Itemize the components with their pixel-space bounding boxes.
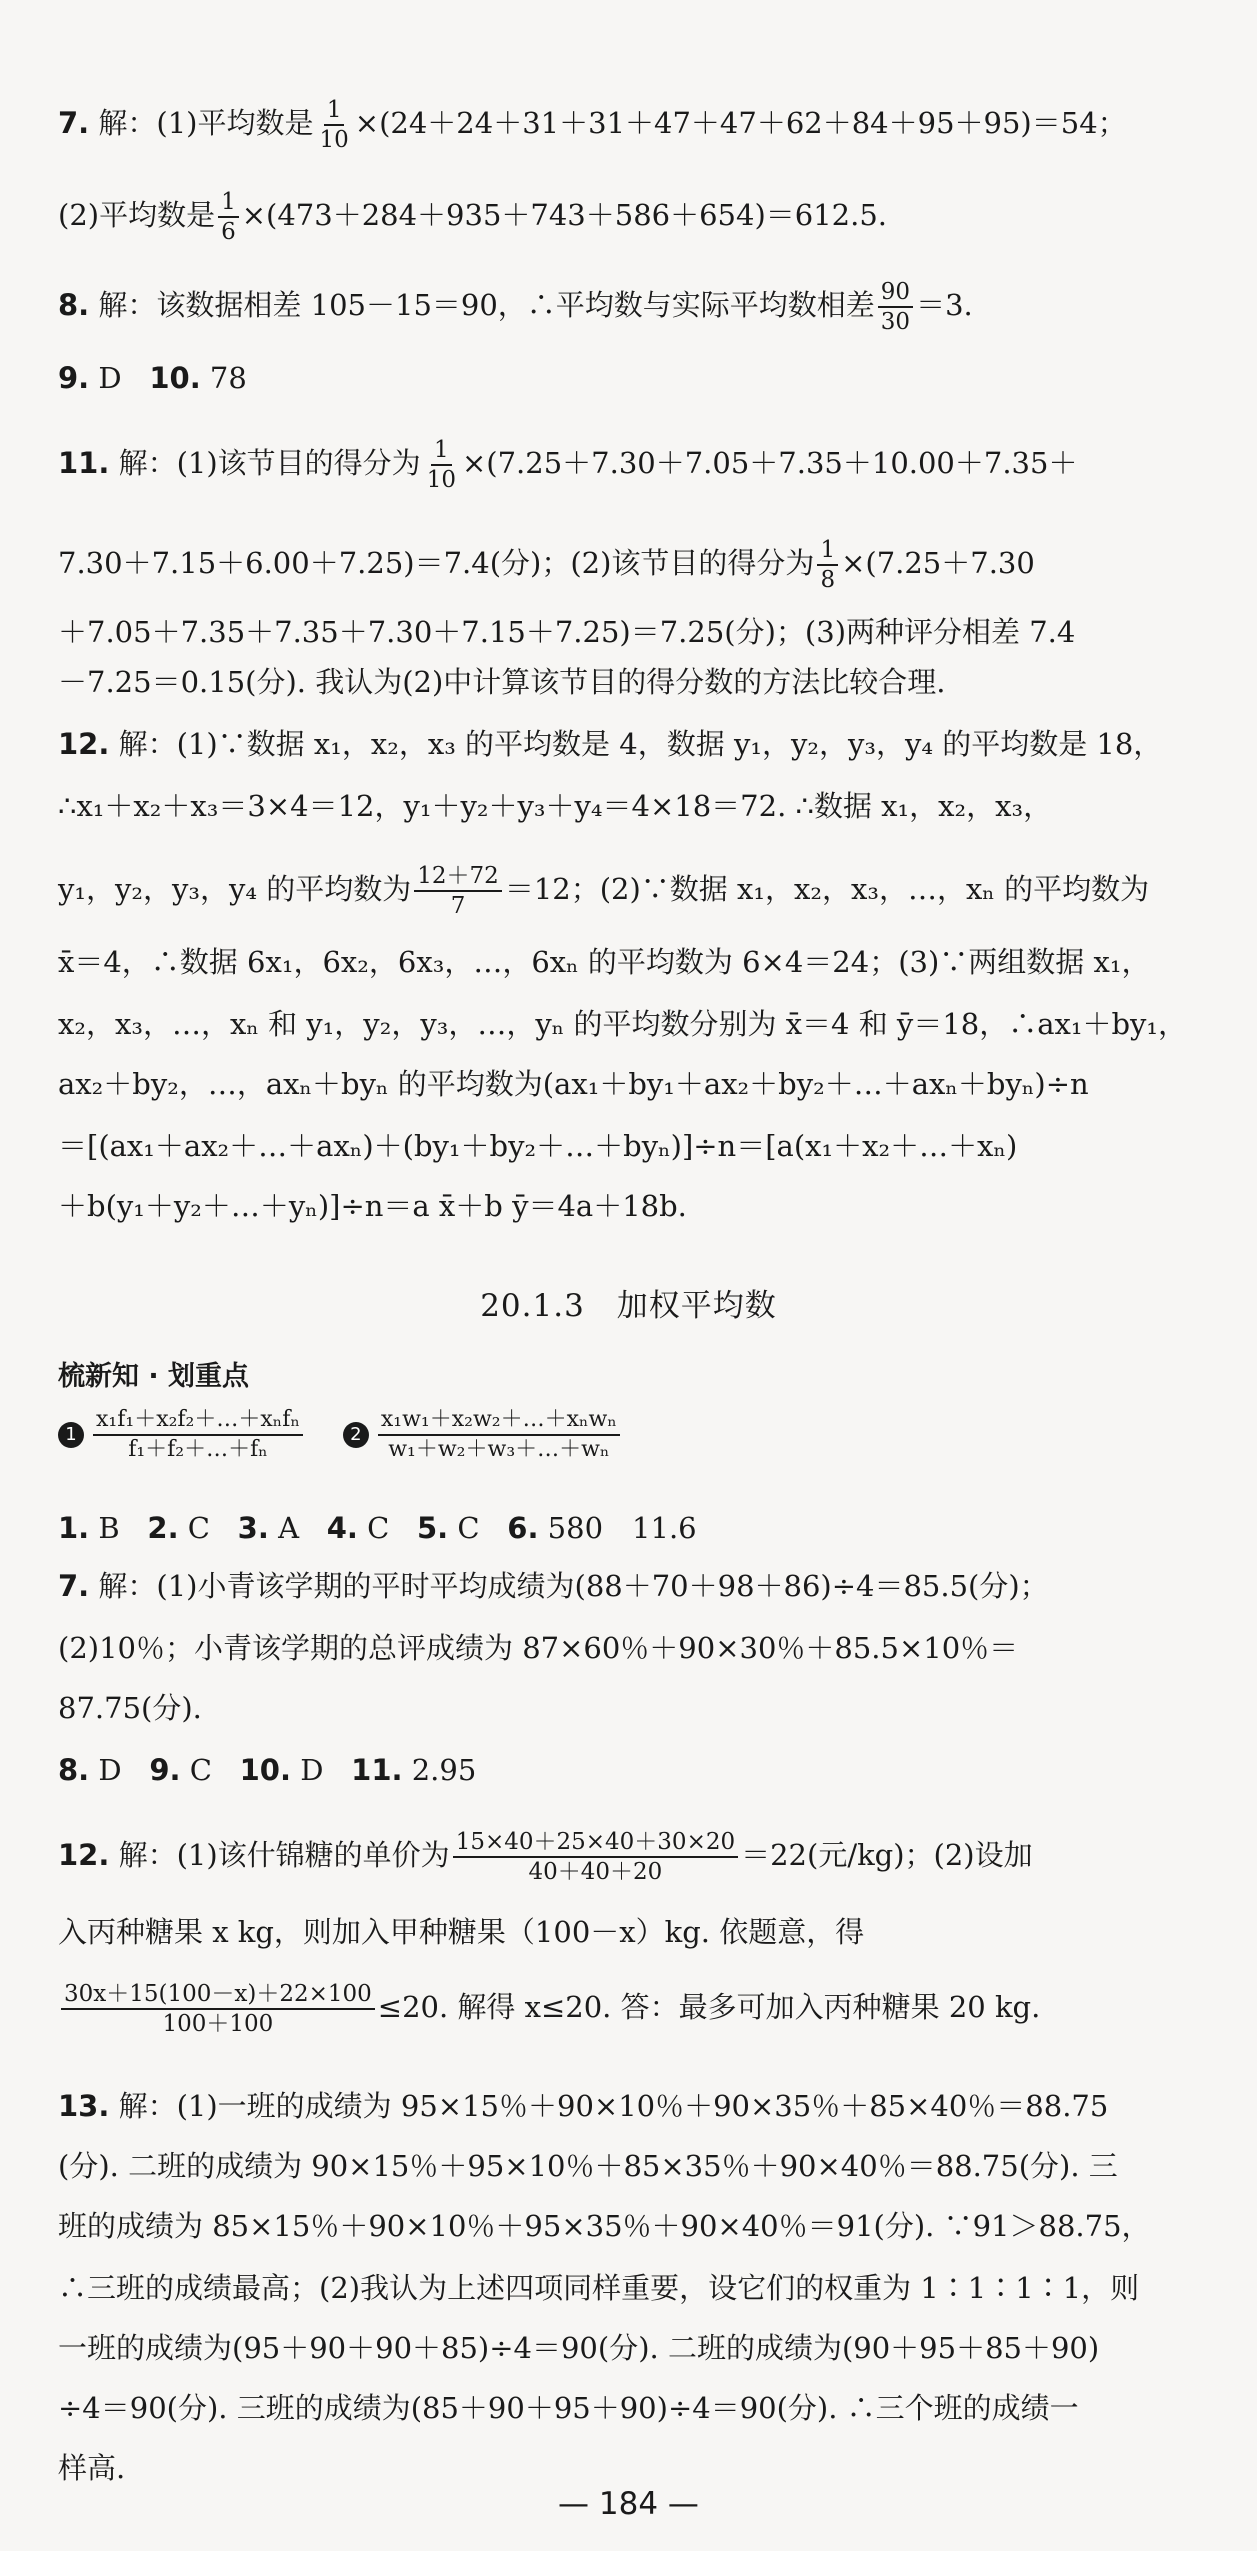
q12-line-2: ∴x₁＋x₂＋x₃＝3×4＝12，y₁＋y₂＋y₃＋y₄＝4×18＝72. ∴数据 x₁，x₂，x₃， — [58, 789, 1053, 823]
q7b-line-2: (2)10％；小青该学期的总评成绩为 87×60％＋90×30％＋85.5×10％＝ — [58, 1631, 1019, 1665]
q12b-line-3: $\frac{30x+15(100-x)+22\times 100}{100+100}$ ≤20. 解得 x≤20. 答：最多可加入丙种糖果 20 kg. — [58, 1980, 1198, 2038]
answers-8-11: 8. D 9. C 10. D 11. 2.95 — [58, 1753, 477, 1787]
fraction: $\frac{1}{6}$ — [218, 188, 239, 246]
fraction: $\frac{90}{30}$ — [878, 278, 913, 336]
q7b-line-1: 7. 解：(1)小青该学期的平时平均成绩为(88＋70＋98＋86)÷4＝85.5(分)； — [58, 1569, 1049, 1603]
q7-line-2: (2)平均数是 $\frac{1}{6}$ ×(473＋284＋935＋743＋586＋654)＝612.5. — [58, 189, 888, 245]
q13-line-6: ÷4＝90(分). 三班的成绩为(85＋90＋95＋90)÷4＝90(分). ∴三个班的成绩一 — [58, 2391, 1079, 2425]
page-number: — 184 — — [558, 2486, 699, 2522]
q13-line-1: 13. 解：(1)一班的成绩为 95×15％＋90×10％＋90×35％＋85×40％＝88.75 — [58, 2089, 1109, 2123]
q12-line-7: ＝[(ax₁＋ax₂＋…＋axₙ)＋(by₁＋by₂＋…＋byₙ)]÷n＝[a(x₁＋x₂＋…＋xₙ) — [58, 1129, 1018, 1163]
fraction: $\frac{1}{10}$ — [426, 437, 456, 493]
q7b-line-3: 87.75(分). — [58, 1691, 202, 1725]
fraction: $\frac{12+72}{7}$ — [414, 862, 502, 920]
q13-line-4: ∴三班的成绩最高；(2)我认为上述四项同样重要，设它们的权重为 1∶1∶1∶1，则 — [58, 2271, 1140, 2305]
q9-q10-answers: 9. D 10. 78 — [58, 361, 247, 395]
fraction: $\frac{\text{x₁f₁＋x₂f₂＋…＋xₙfₙ}}{\text{f₁＋f₂＋…＋fₙ}}$ — [93, 1406, 303, 1464]
fraction: $\frac{30x+15(100-x)+22\times 100}{100+100}$ — [61, 1980, 375, 2038]
q12-line-1: 12. 解：(1)∵数据 x₁，x₂，x₃ 的平均数是 4，数据 y₁，y₂，y₃，y₄ 的平均数是 18， — [58, 727, 1163, 761]
section-title: 20.1.3 加权平均数 — [480, 1288, 777, 1324]
weighted-mean-formulas — [58, 1406, 1198, 1464]
q13-line-2: (分). 二班的成绩为 90×15％＋95×10％＋85×35％＋90×40％＝88.75(分). 三 — [58, 2149, 1118, 2183]
q8-line: 8. 解：该数据相差 105－15＝90，∴平均数与实际平均数相差 $\frac{90}{30}$ ＝3. — [58, 279, 973, 335]
q12-line-4: x̄＝4，∴数据 6x₁，6x₂，6x₃，…，6xₙ 的平均数为 6×4＝24；(3)∵两组数据 x₁， — [58, 945, 1151, 979]
fraction: $\frac{1}{8}$ — [817, 536, 838, 594]
q11-line-2: 7.30＋7.15＋6.00＋7.25)＝7.4(分)；(2)该节目的得分为 $\frac{1}{8}$ ×(7.25＋7.30 — [58, 537, 1035, 593]
q12b-line-1: 12. 解：(1)该什锦糖的单价为 $\frac{15\times 40+25\times 40+30\times 20}{40+40+20}$ ＝22(元/kg)；(2)设加 — [58, 1829, 1033, 1885]
section-subtitle: 梳新知 · 划重点 — [58, 1361, 250, 1392]
circled-number-2-icon: 2 — [343, 1422, 369, 1448]
q11-line-3: ＋7.05＋7.35＋7.35＋7.30＋7.15＋7.25)＝7.25(分)；(3)两种评分相差 7.4 — [58, 615, 1076, 649]
q12b-line-2: 入丙种糖果 x kg，则加入甲种糖果（100－x）kg. 依题意，得 — [58, 1915, 865, 1949]
q12-line-6: ax₂＋by₂，…，axₙ＋byₙ 的平均数为(ax₁＋by₁＋ax₂＋by₂＋…＋axₙ＋byₙ)÷n — [58, 1067, 1089, 1101]
q13-line-3: 班的成绩为 85×15％＋90×10％＋95×35％＋90×40％＝91(分). ∵91＞88.75， — [58, 2209, 1151, 2243]
circled-number-1-icon: 1 — [58, 1422, 84, 1448]
fraction: $\frac{\text{x₁w₁＋x₂w₂＋…＋xₙwₙ}}{\text{w₁＋w₂＋w₃＋…＋wₙ}}$ — [378, 1406, 620, 1464]
answers-1-6: 1. B 2. C 3. A 4. C 5. C 6. 580 11.6 — [58, 1511, 697, 1545]
q13-line-5: 一班的成绩为(95＋90＋90＋85)÷4＝90(分). 二班的成绩为(90＋95＋85＋90) — [58, 2331, 1100, 2365]
q11-line-4: －7.25＝0.15(分). 我认为(2)中计算该节目的得分数的方法比较合理. — [58, 665, 946, 699]
q12-line-3: y₁，y₂，y₃，y₄ 的平均数为 $\frac{12+72}{7}$ ＝12；(2)∵数据 x₁，x₂，x₃，…，xₙ 的平均数为 — [58, 863, 1150, 919]
q12-line-8: ＋b(y₁＋y₂＋…＋yₙ)]÷n＝a x̄＋b ȳ＝4a＋18b. — [58, 1189, 687, 1223]
q12-line-5: x₂，x₃，…，xₙ 和 y₁，y₂，y₃，…，yₙ 的平均数分别为 x̄＝4 和 ȳ＝18，∴ax₁＋by₁， — [58, 1007, 1188, 1041]
q7-line-1: 7. 解：(1)平均数是 $\frac{1}{10}$ ×(24＋24＋31＋31＋47＋47＋62＋84＋95＋95)＝54； — [58, 97, 1127, 153]
q11-line-1: 11. 解：(1)该节目的得分为 $\frac{1}{10}$ ×(7.25＋7.30＋7.05＋7.35＋10.00＋7.35＋ — [58, 437, 1078, 493]
q13-line-7: 样高. — [58, 2451, 126, 2485]
fraction: $\frac{15\times 40+25\times 40+30\times 20}{40+40+20}$ — [453, 1828, 738, 1886]
fraction: $\frac{1}{10}$ — [319, 97, 349, 153]
